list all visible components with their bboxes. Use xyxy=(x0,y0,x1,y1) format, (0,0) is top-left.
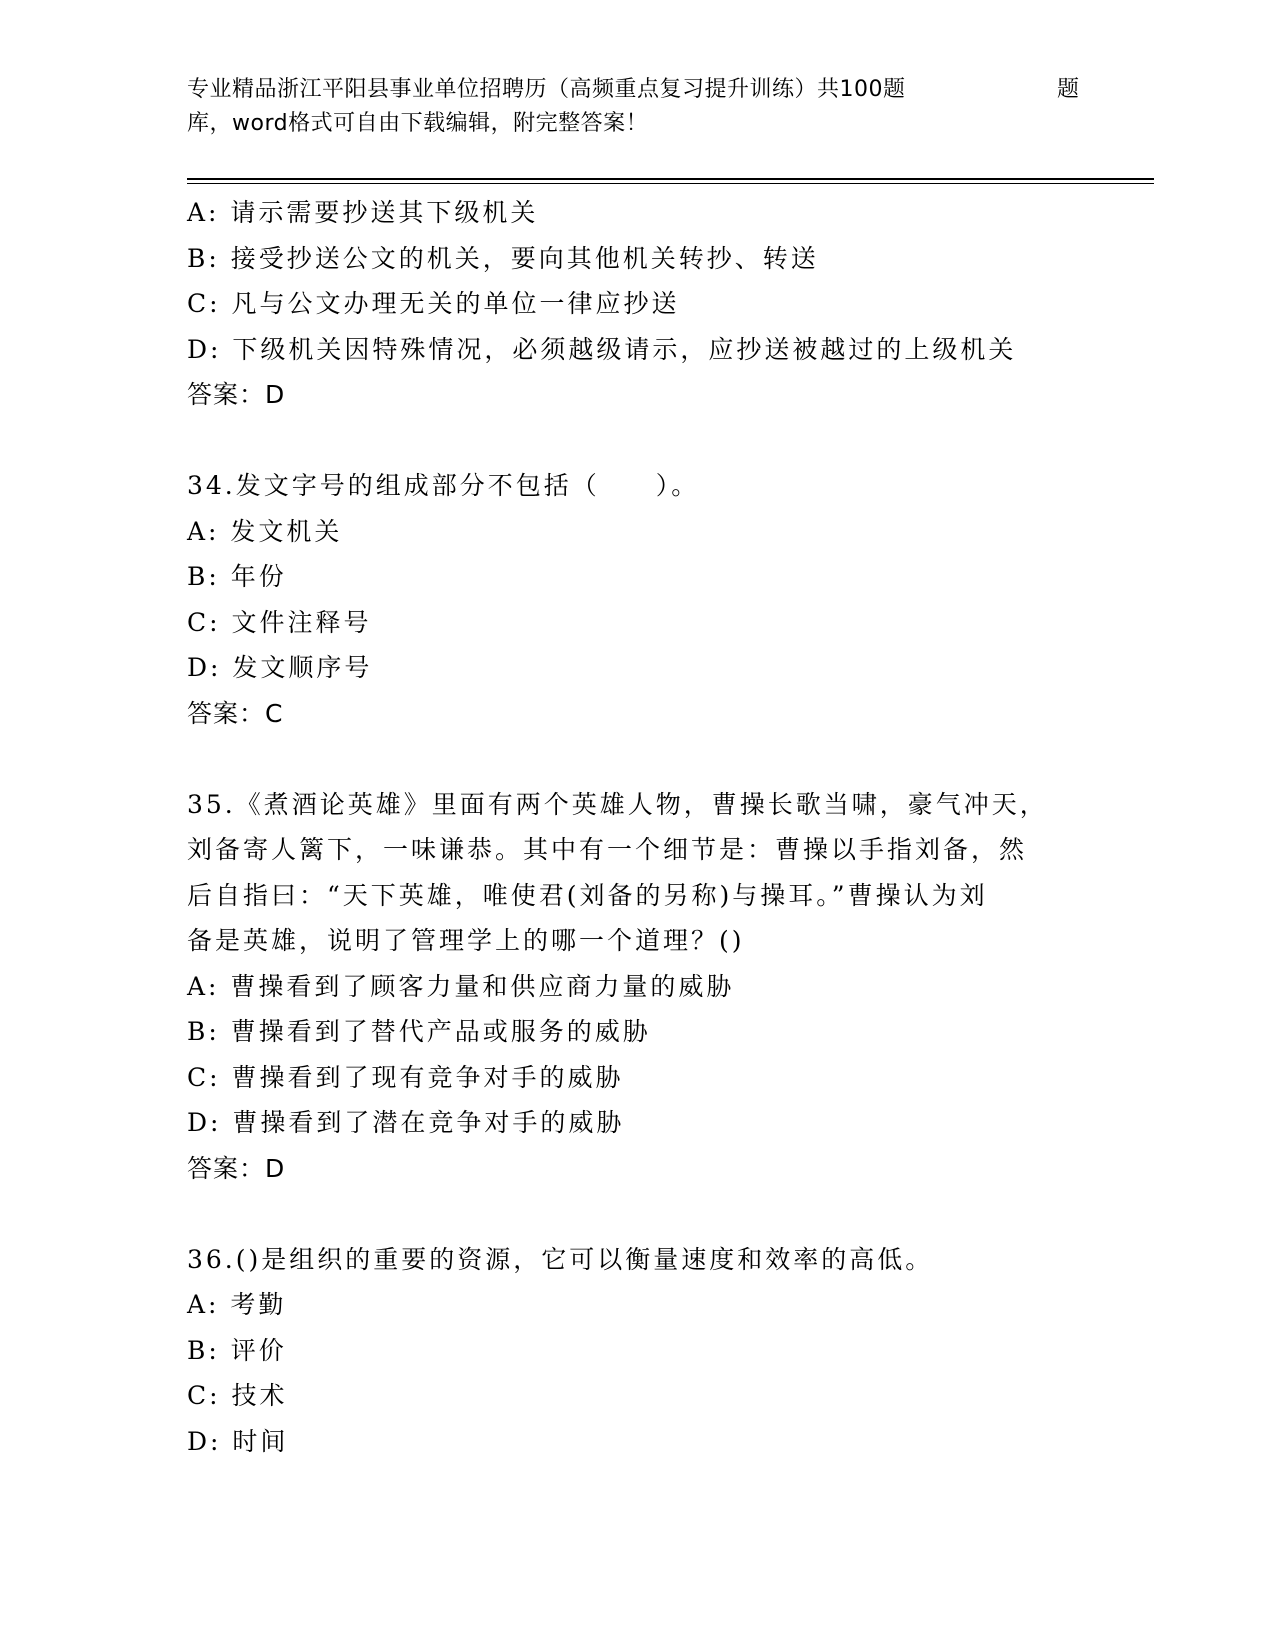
option-b: B: 接受抄送公文的机关，要向其他机关转抄、转送 xyxy=(187,243,819,273)
question-34 xyxy=(187,463,1067,736)
question-stem-line: 35.《煮酒论英雄》里面有两个英雄人物，曹操长歌当啸，豪气冲天， xyxy=(187,789,1048,819)
header-divider-thin xyxy=(187,183,1154,184)
question-stem: 36.()是组织的重要的资源，它可以衡量速度和效率的高低。 xyxy=(187,1244,934,1274)
option-a: A: 曹操看到了顾客力量和供应商力量的威胁 xyxy=(187,971,735,1001)
option-b: B: 曹操看到了替代产品或服务的威胁 xyxy=(187,1017,651,1046)
option-a: A: 考勤 xyxy=(187,1290,287,1319)
option-d: D: 发文顺序号 xyxy=(187,653,373,682)
option-a: A: 发文机关 xyxy=(187,516,343,546)
answer: 答案：D xyxy=(187,1153,286,1183)
option-c: C: 凡与公文办理无关的单位一律应抄送 xyxy=(187,289,680,318)
question-36 xyxy=(187,1237,1067,1465)
question-35 xyxy=(187,782,1067,1192)
option-d: D: 曹操看到了潜在竞争对手的威胁 xyxy=(187,1108,625,1137)
question-stem-line: 刘备寄人篱下，一味谦恭。其中有一个细节是：曹操以手指刘备，然 xyxy=(187,835,1028,864)
question-stem-line: 后自指曰：“天下英雄，唯使君(刘备的另称)与操耳。”曹操认为刘 xyxy=(187,880,988,910)
question-stem-line: 备是英雄，说明了管理学上的哪一个道理？() xyxy=(187,926,745,955)
option-c: C: 曹操看到了现有竞争对手的威胁 xyxy=(187,1062,624,1092)
page-header xyxy=(187,73,1087,141)
header-line-1 xyxy=(187,73,1087,107)
spacer xyxy=(187,418,1067,464)
header-title-trail: 题 xyxy=(1057,77,1080,102)
spacer xyxy=(187,736,1067,782)
option-d: D: 下级机关因特殊情况，必须越级请示，应抄送被越过的上级机关 xyxy=(187,334,1017,364)
question-33 xyxy=(187,190,1067,418)
header-title: 专业精品浙江平阳县事业单位招聘历（高频重点复习提升训练）共100题 xyxy=(187,77,906,102)
option-a: A: 请示需要抄送其下级机关 xyxy=(187,198,539,227)
option-b: B: 评价 xyxy=(187,1335,287,1365)
option-c: C: 技术 xyxy=(187,1381,288,1410)
option-c: C: 文件注释号 xyxy=(187,607,372,637)
option-b: B: 年份 xyxy=(187,562,287,591)
option-d: D: 时间 xyxy=(187,1426,289,1456)
header-divider-thick xyxy=(187,178,1154,180)
header-line-2: 库，word格式可自由下载编辑，附完整答案！ xyxy=(187,111,649,136)
question-content xyxy=(187,190,1067,1464)
answer: 答案：C xyxy=(187,698,284,728)
spacer xyxy=(187,1191,1067,1237)
answer: 答案：D xyxy=(187,380,286,409)
question-stem: 34.发文字号的组成部分不包括（ ）。 xyxy=(187,471,700,500)
